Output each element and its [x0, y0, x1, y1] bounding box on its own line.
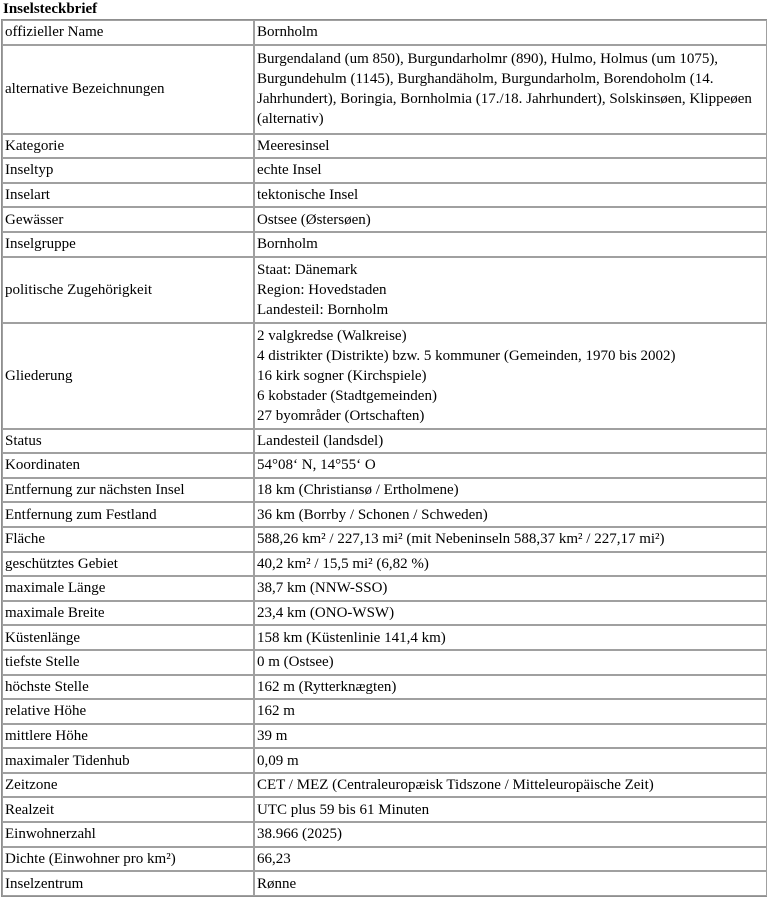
row-label: mittlere Höhe — [2, 724, 254, 749]
row-value: CET / MEZ (Centraleuropæisk Tidszone / Mitteleuropäische Zeit) — [254, 773, 767, 798]
row-label: Realzeit — [2, 797, 254, 822]
table-row — [2, 429, 767, 454]
table-row — [2, 207, 767, 232]
row-label: geschütztes Gebiet — [2, 552, 254, 577]
table-row — [2, 158, 767, 183]
table-row — [2, 773, 767, 798]
row-label: relative Höhe — [2, 699, 254, 724]
table-row — [2, 502, 767, 527]
table-row — [2, 699, 767, 724]
row-label: Koordinaten — [2, 453, 254, 478]
row-value: 158 km (Küstenlinie 141,4 km) — [254, 625, 767, 650]
row-value: 38.966 (2025) — [254, 822, 767, 847]
table-row — [2, 134, 767, 159]
table-row — [2, 323, 767, 429]
table-row — [2, 576, 767, 601]
row-value: 54°08‘ N, 14°55‘ O — [254, 453, 767, 478]
row-value: tektonische Insel — [254, 183, 767, 208]
table-row — [2, 20, 767, 45]
table-row — [2, 675, 767, 700]
row-label: Einwohnerzahl — [2, 822, 254, 847]
row-value: Ostsee (Østersøen) — [254, 207, 767, 232]
row-value: echte Insel — [254, 158, 767, 183]
table-row — [2, 45, 767, 134]
island-profile-table — [1, 19, 767, 897]
row-value: 23,4 km (ONO-WSW) — [254, 601, 767, 626]
table-row — [2, 478, 767, 503]
table-row — [2, 552, 767, 577]
row-value: Burgendaland (um 850), Burgundarholmr (890), Hulmo, Holmus (um 1075), Burgundehulm (1145), Burghandäholm, Burgundarholm, Borendoholm (14. Jahrhundert), Boringia, Bornholmia (17./18. Jahrhundert), Solskinsøen, Klippeøen (alternativ) — [254, 45, 767, 134]
table-row — [2, 453, 767, 478]
row-label: Entfernung zur nächsten Insel — [2, 478, 254, 503]
table-caption: Inselsteckbrief — [3, 1, 98, 17]
row-value: 66,23 — [254, 847, 767, 872]
row-label: Gewässer — [2, 207, 254, 232]
table-row — [2, 871, 767, 896]
row-value: 40,2 km² / 15,5 mi² (6,82 %) — [254, 552, 767, 577]
row-label: Inselgruppe — [2, 232, 254, 257]
row-label: Status — [2, 429, 254, 454]
row-value: 2 valgkredse (Walkreise) 4 distrikter (Distrikte) bzw. 5 kommuner (Gemeinden, 1970 bis 2002) 16 kirk sogner (Kirchspiele) 6 kobstader (Stadtgemeinden) 27 byområder (Ortschaften) — [254, 323, 767, 429]
row-label: Inselart — [2, 183, 254, 208]
table-row — [2, 527, 767, 552]
row-value: 162 m — [254, 699, 767, 724]
row-label: Küstenlänge — [2, 625, 254, 650]
row-label: höchste Stelle — [2, 675, 254, 700]
row-label: alternative Bezeichnungen — [2, 45, 254, 134]
table-row — [2, 257, 767, 323]
row-value: UTC plus 59 bis 61 Minuten — [254, 797, 767, 822]
table-row — [2, 748, 767, 773]
row-label: Dichte (Einwohner pro km²) — [2, 847, 254, 872]
table-row — [2, 847, 767, 872]
row-label: Inselzentrum — [2, 871, 254, 896]
row-label: Entfernung zum Festland — [2, 502, 254, 527]
row-label: maximale Länge — [2, 576, 254, 601]
row-label: offizieller Name — [2, 20, 254, 45]
table-row — [2, 625, 767, 650]
row-value: 588,26 km² / 227,13 mi² (mit Nebeninseln 588,37 km² / 227,17 mi²) — [254, 527, 767, 552]
table-row — [2, 822, 767, 847]
row-value: 0,09 m — [254, 748, 767, 773]
row-label: tiefste Stelle — [2, 650, 254, 675]
table-row — [2, 797, 767, 822]
row-label: maximale Breite — [2, 601, 254, 626]
row-value: 162 m (Rytterknægten) — [254, 675, 767, 700]
row-value: Rønne — [254, 871, 767, 896]
row-label: Inseltyp — [2, 158, 254, 183]
table-row — [2, 232, 767, 257]
row-label: maximaler Tidenhub — [2, 748, 254, 773]
row-value: 18 km (Christiansø / Ertholmene) — [254, 478, 767, 503]
row-label: Fläche — [2, 527, 254, 552]
row-value: 0 m (Ostsee) — [254, 650, 767, 675]
row-value: Meeresinsel — [254, 134, 767, 159]
row-value: Bornholm — [254, 20, 767, 45]
row-value: Bornholm — [254, 232, 767, 257]
row-value: Staat: Dänemark Region: Hovedstaden Landesteil: Bornholm — [254, 257, 767, 323]
row-label: Gliederung — [2, 323, 254, 429]
row-value: Landesteil (landsdel) — [254, 429, 767, 454]
table-row — [2, 724, 767, 749]
row-value: 36 km (Borrby / Schonen / Schweden) — [254, 502, 767, 527]
row-label: politische Zugehörigkeit — [2, 257, 254, 323]
row-label: Kategorie — [2, 134, 254, 159]
table-row — [2, 183, 767, 208]
row-value: 39 m — [254, 724, 767, 749]
row-value: 38,7 km (NNW-SSO) — [254, 576, 767, 601]
table-row — [2, 650, 767, 675]
row-label: Zeitzone — [2, 773, 254, 798]
table-row — [2, 601, 767, 626]
